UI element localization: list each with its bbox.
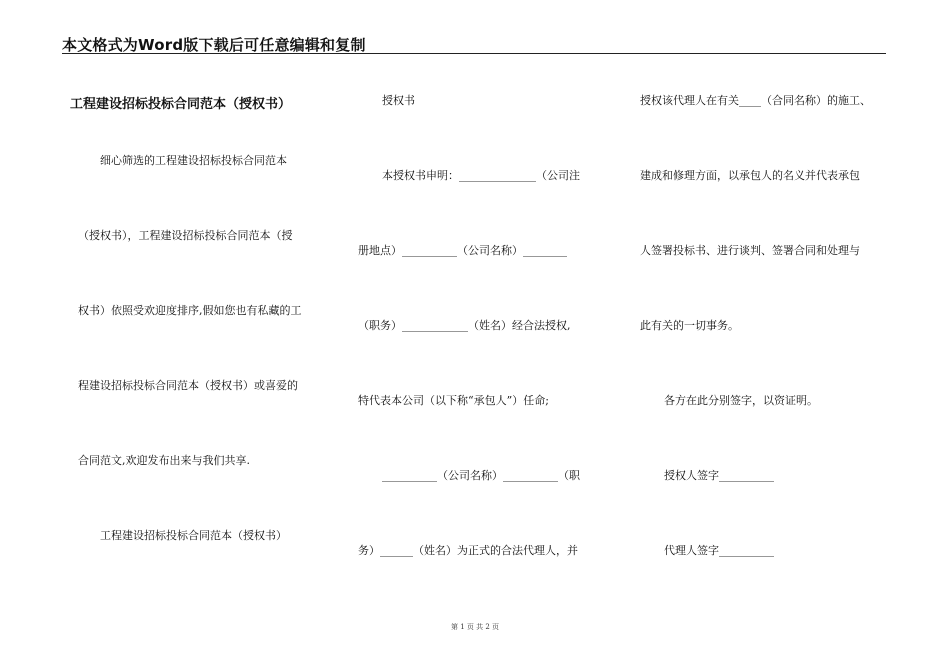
agent-signature-line: 代理人签字__________ [664, 544, 774, 557]
document-header: 本文格式为Word版下载后可任意编辑和复制 [62, 36, 366, 54]
left-paragraph-line: 权书）依照受欢迎度排序,假如您也有私藏的工 [78, 304, 302, 317]
middle-heading: 授权书 [382, 94, 415, 107]
left-paragraph-line: （授权书），工程建设招标投标合同范本（授 [78, 229, 293, 242]
grantor-signature-line: 授权人签字__________ [664, 469, 774, 482]
middle-paragraph-line: 特代表本公司（以下称“承包人”）任命; [358, 394, 549, 407]
middle-paragraph-line: （职务）____________（姓名）经合法授权, [358, 319, 571, 332]
middle-paragraph-line: 册地点）__________（公司名称）________ [358, 244, 567, 257]
right-paragraph-line: 各方在此分别签字，以资证明。 [664, 394, 818, 407]
left-paragraph-line: 细心筛选的工程建设招标投标合同范本 [100, 154, 287, 167]
middle-paragraph-line: 本授权书申明：______________（公司注 [382, 169, 580, 182]
middle-paragraph-line: 务）______（姓名）为正式的合法代理人，并 [358, 544, 578, 557]
document-title: 工程建设招标投标合同范本（授权书） [70, 97, 292, 112]
left-paragraph-line: 程建设招标投标合同范本（授权书）或喜爱的 [78, 379, 298, 392]
right-paragraph-line: 建成和修理方面，以承包人的名义并代表承包 [640, 169, 860, 182]
header-divider [62, 53, 886, 54]
left-paragraph-line: 合同范文,欢迎发布出来与我们共享. [78, 454, 250, 467]
right-paragraph-line: 人签署投标书、进行谈判、签署合同和处理与 [640, 244, 860, 257]
middle-paragraph-line: __________（公司名称）__________（职 [382, 469, 580, 482]
left-subtitle-line: 工程建设招标投标合同范本（授权书） [100, 529, 287, 542]
right-paragraph-line: 授权该代理人在有关____（合同名称）的施工、 [640, 94, 871, 107]
right-paragraph-line: 此有关的一切事务。 [640, 319, 739, 332]
page-number: 第 1 页 共 2 页 [450, 623, 500, 631]
